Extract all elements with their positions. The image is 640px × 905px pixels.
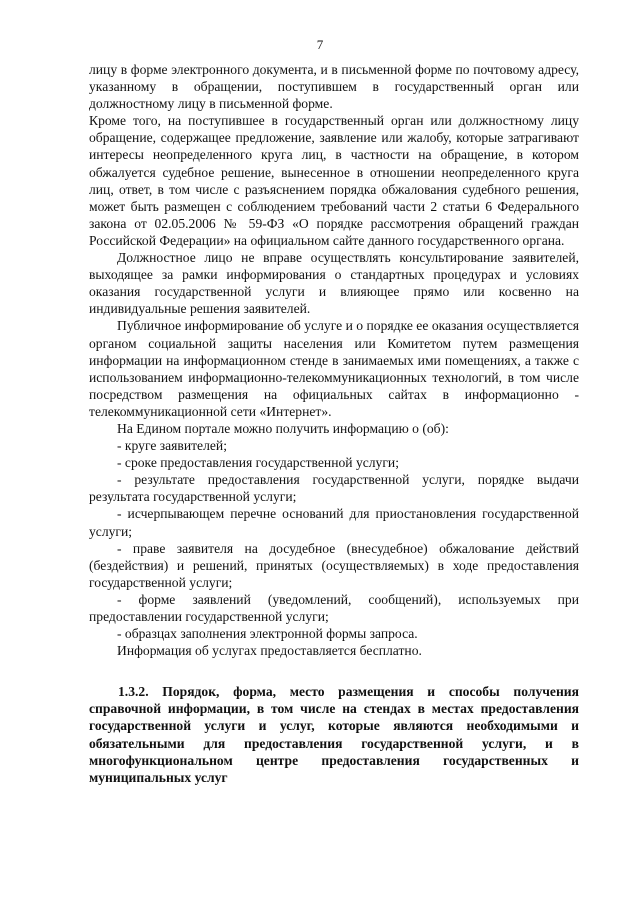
list-item: - праве заявителя на досудебное (внесудебное) обжалование действий (бездействия) и решений, принятых (осуществляемых) в ходе предоставления государственной услуги; xyxy=(89,540,579,590)
paragraph-3: Должностное лицо не вправе осуществлять консультирование заявителей, выходящее за рамки информирования о стандартных процедурах и условиях оказания государственной услуги и влияющее прямо или косвенно на индивидуальные решения заявителей. xyxy=(89,250,579,317)
list-item: - форме заявлений (уведомлений, сообщений), используемых при предоставлении государственной услуги; xyxy=(89,591,579,624)
paragraph-1: лицу в форме электронного документа, и в письменной форме по почтовому адресу, указанному в обращении, поступившем в государственный орган или должностному лицу в письменной форме. xyxy=(89,62,579,112)
paragraph-free-info: Информация об услугах предоставляется бесплатно. xyxy=(117,643,422,659)
list-item: - исчерпывающем перечне оснований для приостановления государственной услуги; xyxy=(89,506,579,539)
page-content xyxy=(89,61,579,786)
list-item: - сроке предоставления государственной услуги; xyxy=(117,455,399,471)
list-item: - образцах заполнения электронной формы запроса. xyxy=(117,626,418,642)
paragraph-5: На Едином портале можно получить информацию о (об): xyxy=(117,420,449,436)
list-item: - результате предоставления государственной услуги, порядке выдачи результата государственной услуги; xyxy=(89,472,579,505)
list-item: - круге заявителей; xyxy=(117,438,227,454)
page-number: 7 xyxy=(316,37,324,52)
body-text xyxy=(89,61,579,659)
paragraph-2: Кроме того, на поступившее в государственный орган или должностному лицу обращение, содержащее предложение, заявление или жалобу, которые затрагивают интересы неопределенного круга лиц, в частности на обращение, в котором обжалуется судебное решение, вынесенное в отношении неопределенного круга лиц, ответ, в том числе с разъяснением порядка обжалования судебного решения, может быть размещен с соблюдением требований части 2 статьи 6 Федерального закона от 02.05.2006 № 59-ФЗ «О порядке рассмотрения обращений граждан Российской Федерации» на официальном сайте данного государственного органа. xyxy=(89,113,579,248)
section-heading: 1.3.2. Порядок, форма, место размещения и способы получения справочной информации, в том числе на стендах в местах предоставления государственной услуги и услуг, которые являются необходимыми и обязательными для предоставления государственной услуги, и в многофункциональном центре предоставления государственных и муниципальных услуг xyxy=(89,684,579,785)
paragraph-4: Публичное информирование об услуге и о порядке ее оказания осуществляется органом социальной защиты населения или Комитетом путем размещения информации на информационном стенде в занимаемых ими помещениях, а также с использованием информационно-телекоммуникационных технологий, в том числе посредством размещения на официальных сайтах в информационно - телекоммуникационной сети «Интернет». xyxy=(89,318,579,419)
